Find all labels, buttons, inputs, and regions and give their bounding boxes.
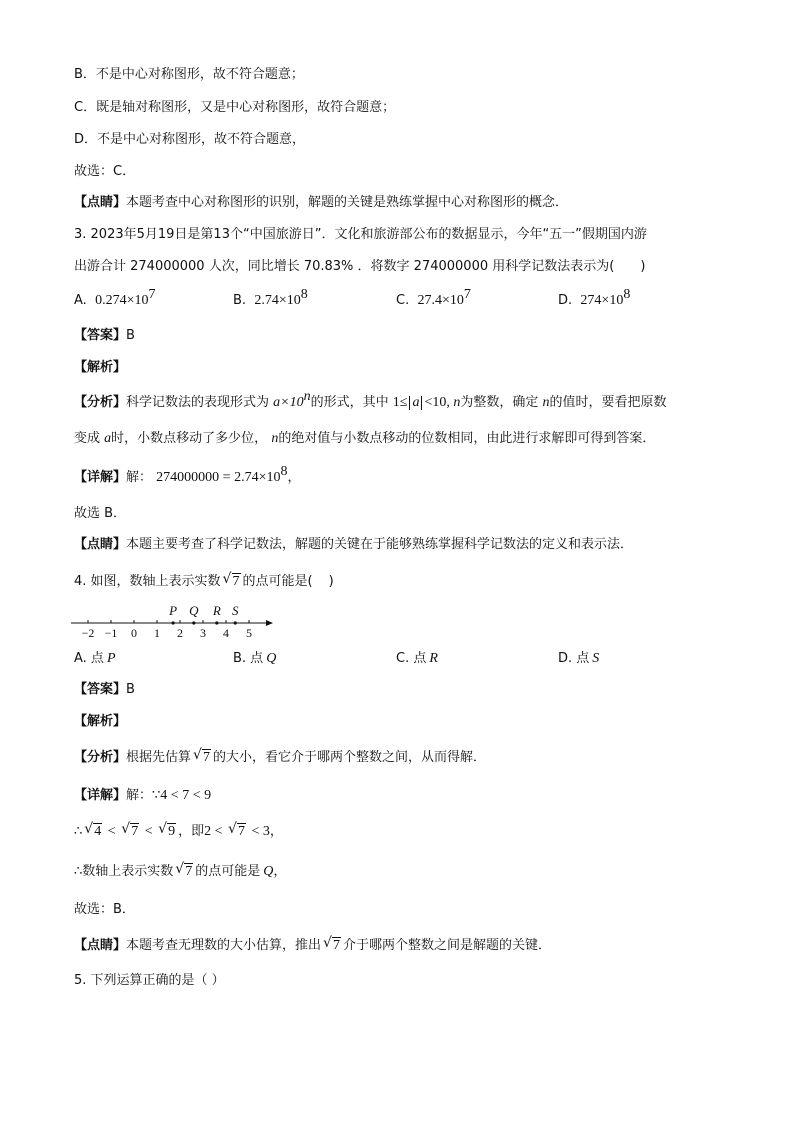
- option-label: C.: [396, 293, 410, 308]
- q2-option-c-explanation: C．既是轴对称图形，又是中心对称图形，故符合题意；: [74, 100, 396, 115]
- option-mantissa: 274×10: [580, 293, 624, 308]
- q4-option-d: [558, 650, 599, 668]
- q2-option-d-explanation: D．不是中心对称图形，故不符合题意，: [74, 132, 306, 147]
- tick-label: 1: [154, 626, 160, 640]
- point-p: [172, 621, 175, 624]
- analysis-tag: 【解析】: [74, 360, 127, 375]
- q4-deduction-line3: [74, 863, 286, 881]
- tick-label: −2: [81, 626, 95, 640]
- math-var: a: [104, 431, 112, 446]
- tick-label: 5: [246, 626, 252, 640]
- text: 解：∵: [126, 788, 161, 803]
- text: ，: [269, 824, 283, 839]
- option-mantissa: 2.74×10: [254, 293, 301, 308]
- sqrt-7: √ 7: [121, 821, 139, 839]
- sqrt-7: √ 7: [228, 821, 246, 839]
- math-var: Q: [263, 864, 274, 879]
- q4-answer: [74, 681, 135, 699]
- option-label: A.: [74, 293, 87, 308]
- text: 为整数，确定: [460, 395, 539, 410]
- analysis-tag: 【解析】: [74, 714, 127, 729]
- option-label: A. 点: [74, 651, 104, 666]
- point-label-q: Q: [189, 603, 199, 618]
- option-exponent: 7: [463, 287, 471, 302]
- tick-label: 3: [200, 626, 206, 640]
- q3-fenxi-line1: [74, 389, 667, 412]
- q4-option-a: [74, 650, 116, 668]
- tick-label: 0: [131, 626, 137, 640]
- fenxi-tag: 【分析】: [74, 750, 127, 765]
- q3-stem-line2: [74, 258, 645, 276]
- text: 变成: [74, 431, 101, 446]
- text: ∴: [74, 824, 83, 839]
- sqrt-4: √ 4: [84, 821, 102, 839]
- q4-deduction-line2: ∴ √ 4 < √ 7 < √ 9 ，即2 < √ 7 < 3，: [74, 821, 283, 839]
- q4-choice: 故选：B．: [74, 902, 135, 917]
- math-expr: 4 < 7 < 9: [160, 788, 212, 803]
- math-exp: 8: [280, 464, 288, 479]
- text: 4. 如图，数轴上表示实数: [74, 574, 221, 589]
- q4-option-b: [233, 650, 276, 668]
- q2-option-b-explanation: B．不是中心对称图形，故不符合题意；: [74, 67, 304, 82]
- q3-xiangjie: [74, 464, 301, 487]
- q4-fenxi: [74, 749, 486, 767]
- text: ，即: [178, 824, 205, 839]
- option-mantissa: 0.274×10: [95, 293, 149, 308]
- math-expr: 274000000 = 2.74×10: [156, 470, 281, 485]
- q3-stem-text: 出游合计 274000000 人次，同比增长 70.83% ．将数字 274000000 用科学记数法表示为(: [74, 259, 615, 274]
- abs-value: a: [409, 396, 422, 410]
- sqrt-7: √ 7: [175, 861, 193, 879]
- text: 的大小，看它介于哪两个整数之间，从而得解．: [213, 750, 487, 765]
- text: ，: [273, 864, 287, 879]
- comment-text: 本题主要考查了科学记数法，解题的关键在于能够熟练掌握科学记数法的定义和表示法．: [126, 537, 634, 552]
- q3-analysis-heading: [74, 359, 126, 377]
- text: 科学记数法的表现形式为: [126, 395, 270, 410]
- math-expr: a×10: [273, 395, 304, 410]
- comment-tag: 【点睛】: [74, 537, 127, 552]
- xiangjie-tag: 【详解】: [74, 470, 127, 485]
- q3-fenxi-line2: [74, 430, 655, 448]
- math-var: n: [542, 395, 550, 410]
- tick-label: 2: [177, 626, 183, 640]
- q4-stem: [74, 573, 334, 591]
- text: 的绝对值与小数点移动的位数相同，由此进行求解即可得到答案．: [278, 431, 656, 446]
- comment-text: 介于哪两个整数之间是解题的关键．: [343, 938, 552, 953]
- q5-stem: 5. 下列运算正确的是（ ）: [74, 973, 225, 988]
- text: ，: [287, 470, 301, 485]
- answer-tag: 【答案】: [74, 328, 127, 343]
- q3-option-c: [396, 287, 471, 310]
- point-label-s: S: [231, 603, 239, 618]
- math-var: n: [271, 431, 279, 446]
- q2-choice: 故选：C．: [74, 164, 136, 179]
- q4-analysis-heading: [74, 713, 126, 731]
- q3-stem-close: ): [640, 259, 646, 274]
- sqrt-7: √ 7: [323, 935, 341, 953]
- xiangjie-tag: 【详解】: [74, 788, 127, 803]
- q3-comment: [74, 536, 633, 554]
- text: 解：: [126, 470, 153, 485]
- option-label: B. 点: [233, 651, 264, 666]
- answer-value: B: [126, 682, 135, 697]
- comment-text: 本题考查中心对称图形的识别，解题的关键是熟练掌握中心对称图形的概念．: [126, 195, 569, 210]
- sqrt-7: √ 7: [222, 571, 240, 589]
- text: 根据先估算: [126, 750, 192, 765]
- math-var: n: [453, 395, 461, 410]
- tick-label: 4: [223, 626, 229, 640]
- option-point: R: [429, 651, 438, 666]
- q2-comment: [74, 194, 568, 212]
- option-label: B.: [233, 293, 247, 308]
- text: 的点可能是: [195, 864, 261, 879]
- point-q: [192, 621, 195, 624]
- point-label-r: R: [212, 603, 221, 618]
- q3-option-d: [558, 287, 631, 310]
- point-r: [215, 621, 218, 624]
- comment-tag: 【点睛】: [74, 195, 127, 210]
- q3-option-a: [74, 287, 156, 310]
- fenxi-tag: 【分析】: [74, 395, 127, 410]
- comment-tag: 【点睛】: [74, 938, 127, 953]
- option-point: S: [592, 651, 600, 666]
- math-expr: 1≤: [392, 395, 408, 410]
- option-label: C. 点: [396, 651, 427, 666]
- text: ): [328, 574, 334, 589]
- q3-option-b: [233, 287, 308, 310]
- option-exponent: 8: [623, 287, 631, 302]
- option-label: D.: [558, 293, 573, 308]
- q4-xiangjie: [74, 787, 211, 805]
- number-line: [66, 596, 276, 642]
- tick-label: −1: [104, 626, 118, 640]
- axis-arrow-icon: [266, 620, 273, 626]
- q3-answer: [74, 327, 135, 345]
- point-s: [234, 621, 237, 624]
- comment-text: 本题考查无理数的大小估算，推出: [126, 938, 322, 953]
- option-mantissa: 27.4×10: [417, 293, 464, 308]
- option-point: Q: [266, 651, 277, 666]
- q4-comment: [74, 937, 551, 955]
- math-expr: < 3: [248, 824, 270, 839]
- option-exponent: 8: [300, 287, 308, 302]
- option-point: P: [106, 651, 116, 666]
- q3-choice: 故选 B．: [74, 506, 127, 521]
- math-expr: 2 <: [204, 824, 227, 839]
- answer-tag: 【答案】: [74, 682, 127, 697]
- answer-value: B: [126, 328, 135, 343]
- text: 的形式，其中: [310, 395, 389, 410]
- text: 的点可能是(: [242, 574, 313, 589]
- text: ∴数轴上表示实数: [74, 864, 174, 879]
- q3-stem-line1: 3. 2023年5月19日是第13个“中国旅游日”．文化和旅游部公布的数据显示，今年“五一”假期国内游: [74, 227, 647, 242]
- text: 的值时，要看把原数: [549, 395, 667, 410]
- option-label: D. 点: [558, 651, 590, 666]
- q4-option-c: [396, 650, 438, 668]
- sqrt-7: √ 7: [193, 747, 211, 765]
- text: 时，小数点移动了多少位，: [111, 431, 268, 446]
- point-label-p: P: [169, 603, 178, 618]
- sqrt-9: √ 9: [158, 821, 176, 839]
- option-exponent: 7: [148, 287, 156, 302]
- math-expr: <10,: [424, 395, 454, 410]
- math-exp: n: [303, 389, 311, 404]
